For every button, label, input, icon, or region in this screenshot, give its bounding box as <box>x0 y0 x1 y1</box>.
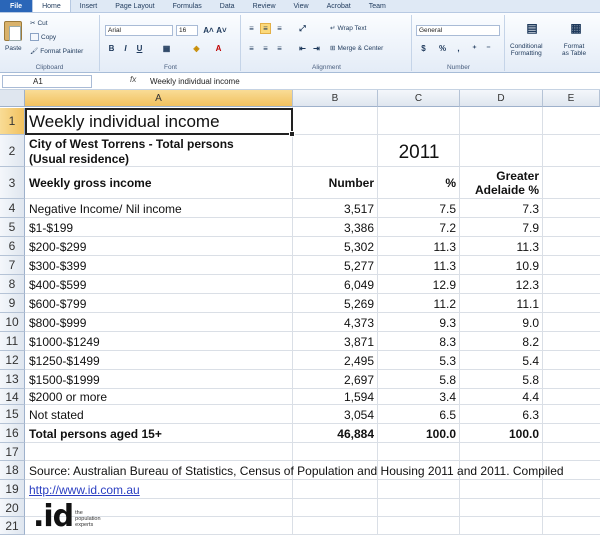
format-as-table-icon[interactable]: ▦ <box>570 21 582 35</box>
row-header-4[interactable]: 4 <box>0 199 25 218</box>
clipboard-group <box>0 15 100 71</box>
greater-adelaide-value[interactable]: 4.4 <box>522 390 539 404</box>
header-greater-adelaide[interactable]: Greater Adelaide % <box>474 169 539 197</box>
row-header-17[interactable]: 17 <box>0 443 25 461</box>
alignment-label: Alignment <box>312 64 341 71</box>
comma-button[interactable]: , <box>457 44 460 53</box>
total-label[interactable]: Total persons aged 15+ <box>29 426 162 441</box>
shrink-font-button[interactable]: A˅ <box>216 26 227 35</box>
bold-button[interactable]: B <box>108 44 115 53</box>
row-header-8[interactable]: 8 <box>0 275 25 294</box>
number-label: Number <box>446 64 471 71</box>
percent-value[interactable]: 9.3 <box>439 315 456 330</box>
number-value[interactable]: 2,697 <box>343 372 374 387</box>
font-size-dropdown[interactable]: 16 <box>176 25 198 36</box>
column-header-d[interactable]: D <box>460 90 543 107</box>
conditional-formatting-button[interactable]: Conditional Formatting <box>510 43 543 57</box>
tab-acrobat[interactable]: Acrobat <box>326 2 351 10</box>
subtitle-line1[interactable]: City of West Torrens - Total persons <box>29 136 234 151</box>
active-cell-border <box>25 108 293 135</box>
tab-page-layout[interactable]: Page Layout <box>115 2 155 10</box>
italic-button[interactable]: I <box>124 44 127 53</box>
row-header-20[interactable]: 20 <box>0 499 25 517</box>
percent-value[interactable]: 6.5 <box>439 407 456 422</box>
copy-button[interactable]: Copy <box>30 33 56 41</box>
percent-value[interactable]: 11.3 <box>433 239 456 254</box>
tab-view[interactable]: View <box>293 2 309 10</box>
tab-team[interactable]: Team <box>368 2 386 10</box>
income-band[interactable]: $300-$399 <box>29 258 87 273</box>
greater-adelaide-value[interactable]: 9.0 <box>522 315 539 330</box>
number-value[interactable]: 1,594 <box>343 390 374 404</box>
tab-insert[interactable]: Insert <box>79 2 98 10</box>
greater-adelaide-value[interactable]: 5.4 <box>522 353 539 368</box>
decrease-indent-icon[interactable]: ⇤ <box>299 44 306 53</box>
paste-button[interactable]: Paste <box>5 45 22 52</box>
row-header-3[interactable]: 3 <box>0 167 25 199</box>
row-header-12[interactable]: 12 <box>0 351 25 370</box>
greater-adelaide-value[interactable]: 11.3 <box>516 239 539 254</box>
number-value[interactable]: 5,269 <box>343 296 374 311</box>
income-band[interactable]: $600-$799 <box>29 296 87 311</box>
row-header-6[interactable]: 6 <box>0 237 25 256</box>
percent-value[interactable]: 11.2 <box>433 296 456 311</box>
greater-adelaide-value[interactable]: 7.9 <box>522 220 539 235</box>
fx-icon[interactable]: fx <box>130 75 137 84</box>
row-header-14[interactable]: 14 <box>0 389 25 405</box>
tab-data[interactable]: Data <box>219 2 235 10</box>
align-right-icon[interactable]: ≡ <box>277 44 282 53</box>
row-header-16[interactable]: 16 <box>0 424 25 443</box>
formula-bar <box>0 73 600 90</box>
total-greater-adelaide[interactable]: 100.0 <box>508 426 539 441</box>
font-group <box>101 15 241 71</box>
percent-value[interactable]: 3.4 <box>439 390 456 404</box>
format-painter-button[interactable]: 🖌 Format Painter <box>30 47 84 55</box>
tab-review[interactable]: Review <box>252 2 276 10</box>
greater-adelaide-value[interactable]: 5.8 <box>522 372 539 387</box>
greater-adelaide-value[interactable]: 6.3 <box>522 407 539 422</box>
row-header-18[interactable]: 18 <box>0 461 25 480</box>
income-band[interactable]: $1500-$1999 <box>29 372 100 387</box>
greater-adelaide-value[interactable]: 11.1 <box>516 296 539 311</box>
column-header-b[interactable]: B <box>293 90 378 107</box>
clipboard-label: Clipboard <box>35 64 64 71</box>
source-note[interactable]: Source: Australian Bureau of Statistics, Census of Population and Housing 2011 and 2011. Compiled <box>29 463 564 478</box>
percent-value[interactable]: 11.3 <box>433 258 456 273</box>
wrap-icon: ↵ <box>330 25 336 32</box>
font-color-button[interactable]: A <box>215 44 222 53</box>
name-box[interactable]: A1 <box>2 75 92 88</box>
font-name-dropdown[interactable]: Arial <box>105 25 173 36</box>
header-percent[interactable]: % <box>445 176 456 190</box>
format-as-table-button[interactable]: Format as Table <box>562 43 587 57</box>
number-value[interactable]: 4,373 <box>343 315 374 330</box>
id-logo <box>33 499 109 534</box>
scissors-icon: ✂ <box>30 20 36 27</box>
row-header-15[interactable]: 15 <box>0 405 25 424</box>
conditional-formatting-icon[interactable]: ▤ <box>526 21 538 35</box>
number-value[interactable]: 3,871 <box>343 334 374 349</box>
row-header-13[interactable]: 13 <box>0 370 25 389</box>
increase-indent-icon[interactable]: ⇥ <box>313 44 320 53</box>
header-number[interactable]: Number <box>328 176 374 190</box>
increase-decimal-icon[interactable]: ⁺ <box>472 44 477 53</box>
income-band[interactable]: Not stated <box>29 407 84 422</box>
percent-button[interactable]: % <box>438 44 447 53</box>
align-top-icon[interactable]: ≡ <box>249 24 254 33</box>
copy-icon <box>30 33 39 41</box>
align-middle-icon[interactable]: ≡ <box>260 23 271 34</box>
percent-value[interactable]: 7.2 <box>439 220 456 235</box>
row-header-11[interactable]: 11 <box>0 332 25 351</box>
decrease-decimal-icon[interactable]: ⁻ <box>486 44 491 53</box>
total-number[interactable]: 46,884 <box>337 426 374 441</box>
align-bottom-icon[interactable]: ≡ <box>277 24 282 33</box>
row-header-19[interactable]: 19 <box>0 480 25 499</box>
income-band[interactable]: $1250-$1499 <box>29 353 100 368</box>
cut-button[interactable]: ✂ Cut <box>30 19 48 27</box>
income-band[interactable]: $2000 or more <box>29 390 108 404</box>
row-header-21[interactable]: 21 <box>0 517 25 535</box>
number-value[interactable]: 3,054 <box>343 407 374 422</box>
income-band[interactable]: $200-$299 <box>29 239 87 254</box>
orientation-icon[interactable]: ⤢ <box>299 23 306 33</box>
number-value[interactable]: 6,049 <box>343 277 374 292</box>
column-header-e[interactable]: E <box>543 90 600 107</box>
tab-formulas[interactable]: Formulas <box>172 2 202 10</box>
paste-icon[interactable] <box>4 21 22 41</box>
tab-file[interactable]: File <box>0 0 32 12</box>
income-band[interactable]: $1-$199 <box>29 220 74 235</box>
row-header-10[interactable]: 10 <box>0 313 25 332</box>
greater-adelaide-value[interactable]: 7.3 <box>522 201 539 216</box>
year-label[interactable]: 2011 <box>398 142 440 163</box>
align-left-icon[interactable]: ≡ <box>249 44 254 53</box>
grid-line <box>25 516 600 517</box>
select-all-corner[interactable] <box>0 90 25 107</box>
merge-center-button[interactable]: ⊞ Merge & Center <box>330 44 384 52</box>
percent-value[interactable]: 12.9 <box>432 277 456 292</box>
borders-icon[interactable]: ▦ <box>162 44 171 53</box>
subtitle-line2[interactable]: (Usual residence) <box>29 151 130 166</box>
greater-adelaide-value[interactable]: 8.2 <box>522 334 539 349</box>
formula-input[interactable]: Weekly individual income <box>150 77 240 86</box>
header-income-label[interactable]: Weekly gross income <box>29 176 152 190</box>
greater-adelaide-value[interactable]: 12.3 <box>515 277 539 292</box>
number-value[interactable]: 5,302 <box>343 239 374 254</box>
income-band[interactable]: $400-$599 <box>29 277 87 292</box>
alignment-group <box>242 15 412 71</box>
font-label: Font <box>163 64 177 71</box>
income-band[interactable]: $1000-$1249 <box>29 334 100 349</box>
greater-adelaide-value[interactable]: 10.9 <box>515 258 539 273</box>
row-header-5[interactable]: 5 <box>0 218 25 237</box>
total-percent[interactable]: 100.0 <box>425 426 456 441</box>
percent-value[interactable]: 5.8 <box>439 372 456 387</box>
row-header-1[interactable]: 1 <box>0 108 25 135</box>
income-band[interactable]: $800-$999 <box>29 315 87 330</box>
number-value[interactable]: 2,495 <box>343 353 374 368</box>
wrap-text-button[interactable]: ↵ Wrap Text <box>330 24 367 32</box>
ribbon <box>0 13 600 73</box>
row-header-7[interactable]: 7 <box>0 256 25 275</box>
merge-icon: ⊞ <box>330 45 336 52</box>
logo-mark: .id <box>33 499 74 534</box>
income-band[interactable]: Negative Income/ Nil income <box>29 201 182 216</box>
row-header-2[interactable]: 2 <box>0 135 25 167</box>
underline-button[interactable]: U <box>136 44 143 53</box>
column-header-a[interactable]: A <box>25 90 293 107</box>
percent-value[interactable]: 8.3 <box>439 334 456 349</box>
number-value[interactable]: 3,386 <box>343 220 374 235</box>
styles-group <box>506 15 600 71</box>
tab-home[interactable]: Home <box>32 0 71 12</box>
percent-value[interactable]: 7.5 <box>439 201 456 216</box>
percent-value[interactable]: 5.3 <box>439 353 456 368</box>
fill-color-icon[interactable]: ◈ <box>193 44 200 53</box>
grow-font-button[interactable]: A˄ <box>203 26 214 35</box>
row-header-9[interactable]: 9 <box>0 294 25 313</box>
number-format-dropdown[interactable]: General <box>416 25 500 36</box>
number-value[interactable]: 3,517 <box>343 201 374 216</box>
currency-button[interactable]: $ <box>421 44 426 53</box>
number-value[interactable]: 5,277 <box>343 258 374 273</box>
column-header-c[interactable]: C <box>378 90 460 107</box>
sheet-title[interactable]: Weekly individual income <box>29 111 220 131</box>
number-group <box>413 15 505 71</box>
align-center-icon[interactable]: ≡ <box>263 44 268 53</box>
logo-tagline: the population experts <box>75 510 101 528</box>
brush-icon: 🖌 <box>30 48 39 55</box>
source-link[interactable]: http://www.id.com.au <box>29 482 140 497</box>
ribbon-tabs <box>0 0 600 13</box>
